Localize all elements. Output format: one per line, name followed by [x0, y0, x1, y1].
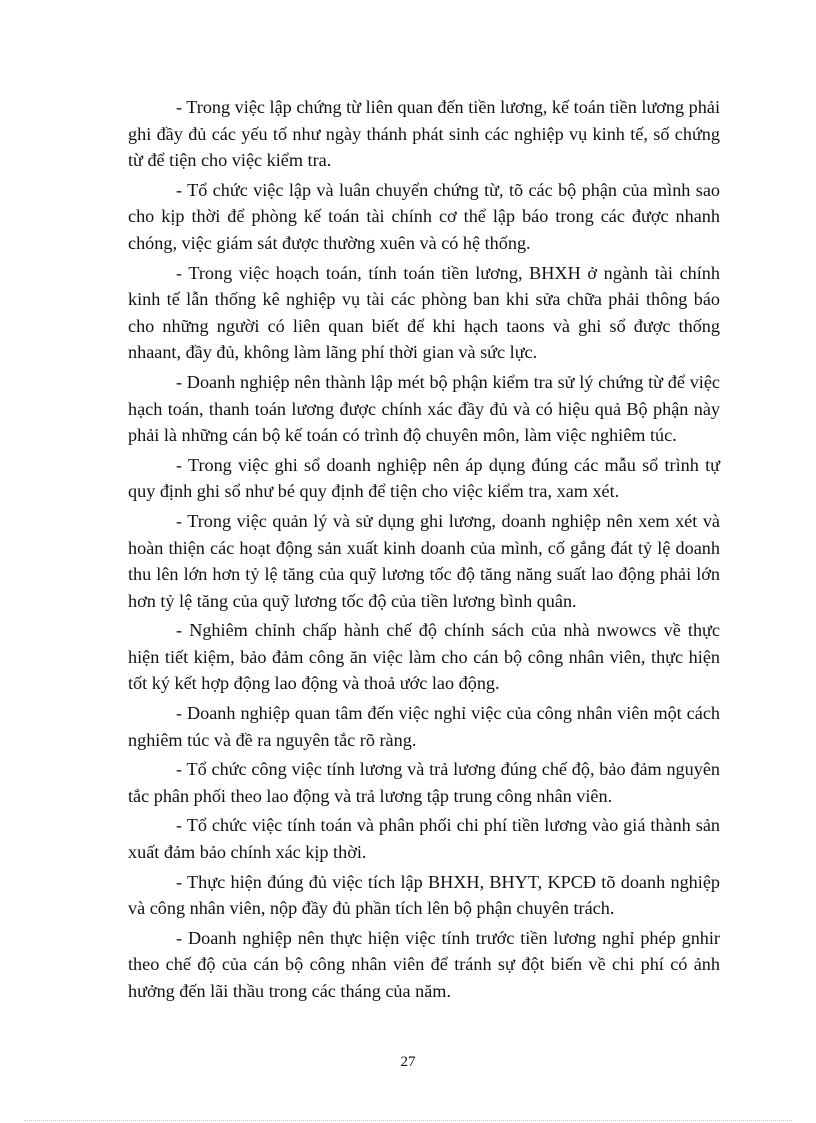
paragraph-5: - Trong việc ghi sổ doanh nghiệp nên áp dụng đúng các mẫu sổ trình tự quy định ghi sổ như bé quy định để tiện cho việc kiểm tra, xam xét.	[128, 454, 720, 502]
paragraph-4: - Doanh nghiệp nên thành lập mét bộ phận kiểm tra sử lý chứng từ để việc hạch toán, thanh toán lương được chính xác đầy đủ và có hiệu quả Bộ phận này phải là những cán bộ kế toán có trình độ chuyên môn, làm việc nghiêm túc.	[128, 371, 720, 446]
paragraph-6: - Trong việc quản lý và sử dụng ghi lương, doanh nghiệp nên xem xét và hoàn thiện các hoạt động sản xuất kinh doanh của mình, cố gắng đát tỷ lệ doanh thu lên lớn hơn tỷ lệ tăng của quỹ lương tốc độ tăng năng suất lao động phải lớn hơn tỷ lệ tăng của quỹ lương tốc độ của tiền lương bình quân.	[128, 510, 720, 611]
paragraph-9: - Tổ chức công việc tính lương và trả lương đúng chế độ, bảo đảm nguyên tắc phân phối theo lao động và trả lương tập trung công nhân viên.	[128, 759, 720, 806]
paragraph-12: - Doanh nghiệp nên thực hiện việc tính trước tiền lương nghỉ phép gnhir theo chế độ của cán bộ công nhân viên để tránh sự đột biến về chi phí có ảnh hưởng đến lãi thầu trong các tháng của năm.	[128, 927, 720, 1001]
paragraph-10: - Tổ chức việc tính toán và phân phối chi phí tiền lương vào giá thành sản xuất đảm bảo chính xác kịp thời.	[128, 815, 720, 863]
page-bottom-divider	[24, 1120, 792, 1121]
page-body	[128, 94, 720, 1008]
paragraph-11: - Thực hiện đúng đủ việc tích lập BHXH, BHYT, KPCĐ tõ doanh nghiệp và công nhân viên, nộp đầy đủ phần tích lên bộ phận chuyên trách.	[128, 871, 720, 919]
paragraph-1: - Trong việc lập chứng từ liên quan đến tiền lương, kế toán tiền lương phải ghi đầy đủ các yếu tố như ngày thánh phát sinh các nghiệp vụ kinh tế, số chứng từ để tiện cho việc kiểm tra.	[128, 97, 720, 171]
paragraph-7: - Nghiêm chỉnh chấp hành chế độ chính sách của nhà nwowcs về thực hiện tiết kiệm, bảo đảm công ăn việc làm cho cán bộ công nhân viên, thực hiện tốt ký kết hợp động lao động và thoả ước lao động.	[128, 620, 720, 694]
paragraph-8: - Doanh nghiệp quan tâm đến việc nghỉ việc của công nhân viên một cách nghiêm túc và đề ra nguyên tắc rõ ràng.	[128, 703, 720, 750]
page-number: 27	[400, 1054, 416, 1070]
paragraph-2: - Tổ chức việc lập và luân chuyển chứng từ, tõ các bộ phận của mình sao cho kịp thời để phòng kế toán tài chính cơ thể lập báo trong các được nhanh chóng, việc giám sát được thường xuên và có hệ thống.	[128, 179, 720, 253]
paragraph-3: - Trong việc hoạch toán, tính toán tiền lương, BHXH ở ngành tài chính kinh tế lẫn thống kê nghiệp vụ tài các phòng ban khi sửa chữa phải thông báo cho những người có liên quan biết để khi hạch taons và ghi sổ được thống nhaant, đầy đủ, không làm lãng phí thời gian và sức lực.	[128, 262, 720, 363]
